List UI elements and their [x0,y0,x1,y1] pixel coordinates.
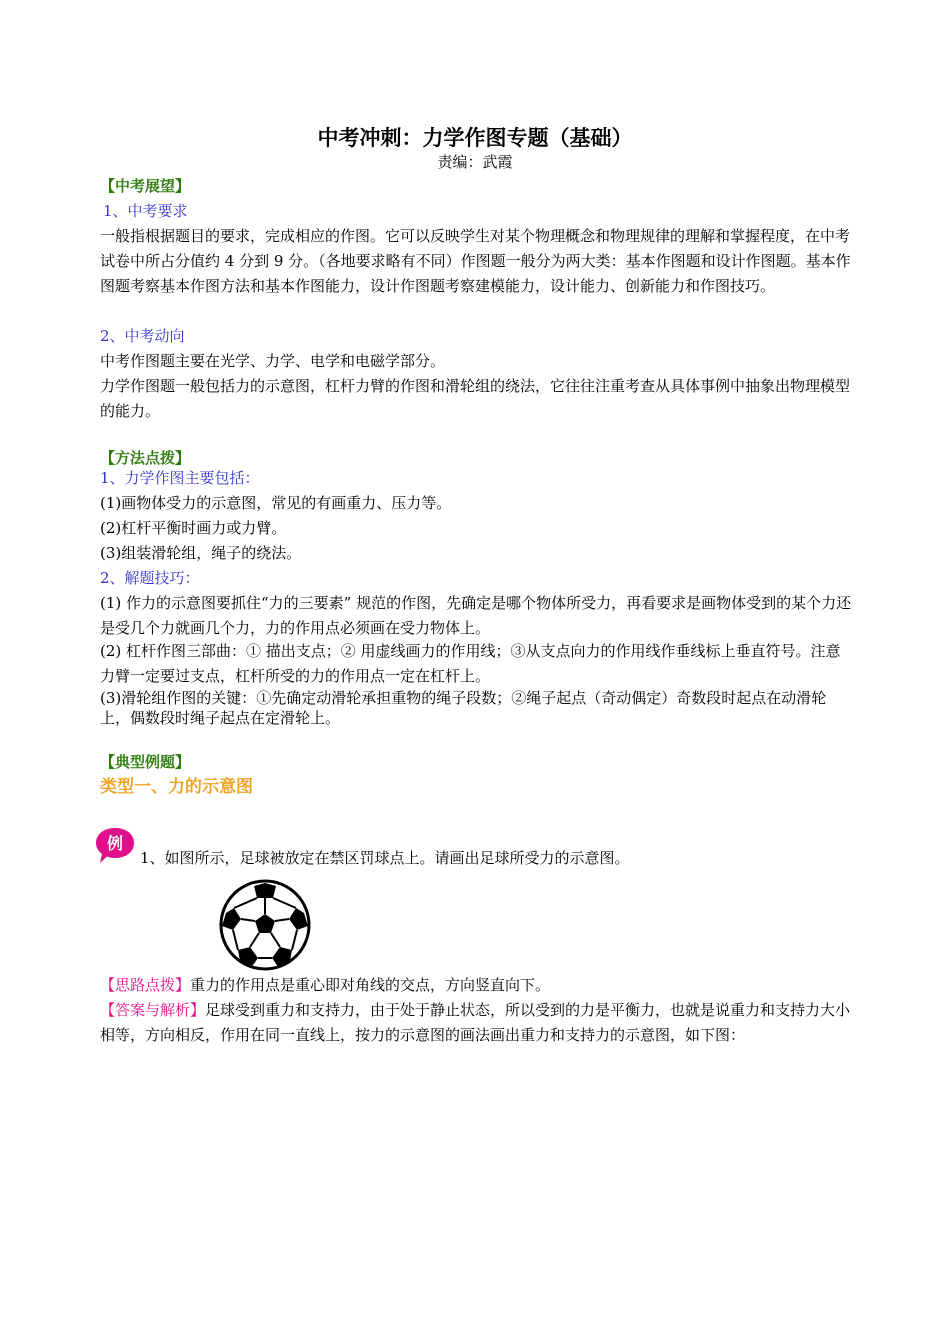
section-header-examples: 【典型例题】 [100,753,191,771]
soccer-ball-icon [218,878,312,972]
type-heading-force-diagram: 类型一、力的示意图 [100,777,253,797]
pink-speech-bubble-icon [96,826,138,866]
tip-2: (2) 杠杆作图三部曲：① 描出支点；② 用虚线画力的作用线；③从支点向力的作用线作垂线标上垂直符号。注意力臂一定要过支点，杠杆所受的力的作用点一定在杠杆上。 [100,642,841,685]
tip-1: (1) 作力的示意图要抓住“力的三要素” 规范的作图，先确定是哪个物体所受力，再看要求是画物体受到的某个力还是受几个力就画几个力，力的作用点必须画在受力物体上。 [100,594,852,637]
paragraph-requirements: 一般指根据题目的要求，完成相应的作图。它可以反映学生对某个物理概念和物理规律的理解和掌握程度，在中考试卷中所占分值约 4 分到 9 分。（各地要求略有不同）作图题一般分为两大类：基本作图题和设计作图题。基本作图题考察基本作图方法和基本作图能力，设计作图题考察建模能力，设计能力、创新能力和作图技巧。 [100,227,851,295]
badge-label: 例 [106,834,124,853]
paragraph-trends-2: 力学作图题一般包括力的示意图，杠杆力臂的作图和滑轮组的绕法，它往往注重考查从具体事例中抽象出物理模型的能力。 [100,377,851,420]
section-header-outlook: 【中考展望】 [100,177,191,195]
section-header-methods: 【方法点拨】 [100,449,191,467]
subheading-content: 1、力学作图主要包括： [100,469,260,487]
subheading-trends: 2、中考动向 [100,327,185,345]
method-item-2: (2)杠杆平衡时画力或力臂。 [100,519,287,537]
paragraph-trends-1: 中考作图题主要在光学、力学、电学和电磁学部分。 [100,352,446,370]
tip-3: (3)滑轮组作图的关键：①先确定动滑轮承担重物的绳子段数；②绳子起点（奇动偶定）奇数段时起点在动滑轮上，偶数段时绳子起点在定滑轮上。 [100,689,827,727]
hint-paragraph [100,973,852,998]
method-item-1: (1)画物体受力的示意图，常见的有画重力、压力等。 [100,494,452,512]
hint-text: 重力的作用点是重心即对角线的交点，方向竖直向下。 [190,976,551,994]
method-item-3: (3)组装滑轮组，绳子的绕法。 [100,544,302,562]
hint-label: 【思路点拨】 [100,976,191,994]
editor-line: 责编：武霞 [437,153,513,171]
page-title: 中考冲刺：力学作图专题（基础） [317,126,633,150]
answer-paragraph [100,998,852,1048]
answer-text: 足球受到重力和支持力，由于处于静止状态，所以受到的力是平衡力，也就是说重力和支持力大小相等，方向相反，作用在同一直线上，按力的示意图的画法画出重力和支持力的示意图，如下图： [100,1001,851,1044]
question-1: 1、如图所示，足球被放定在禁区罚球点上。请画出足球所受力的示意图。 [140,849,630,867]
subheading-requirements: 1、中考要求 [103,202,188,220]
subheading-tips: 2、解题技巧： [100,569,200,587]
answer-label: 【答案与解析】 [100,1001,206,1019]
